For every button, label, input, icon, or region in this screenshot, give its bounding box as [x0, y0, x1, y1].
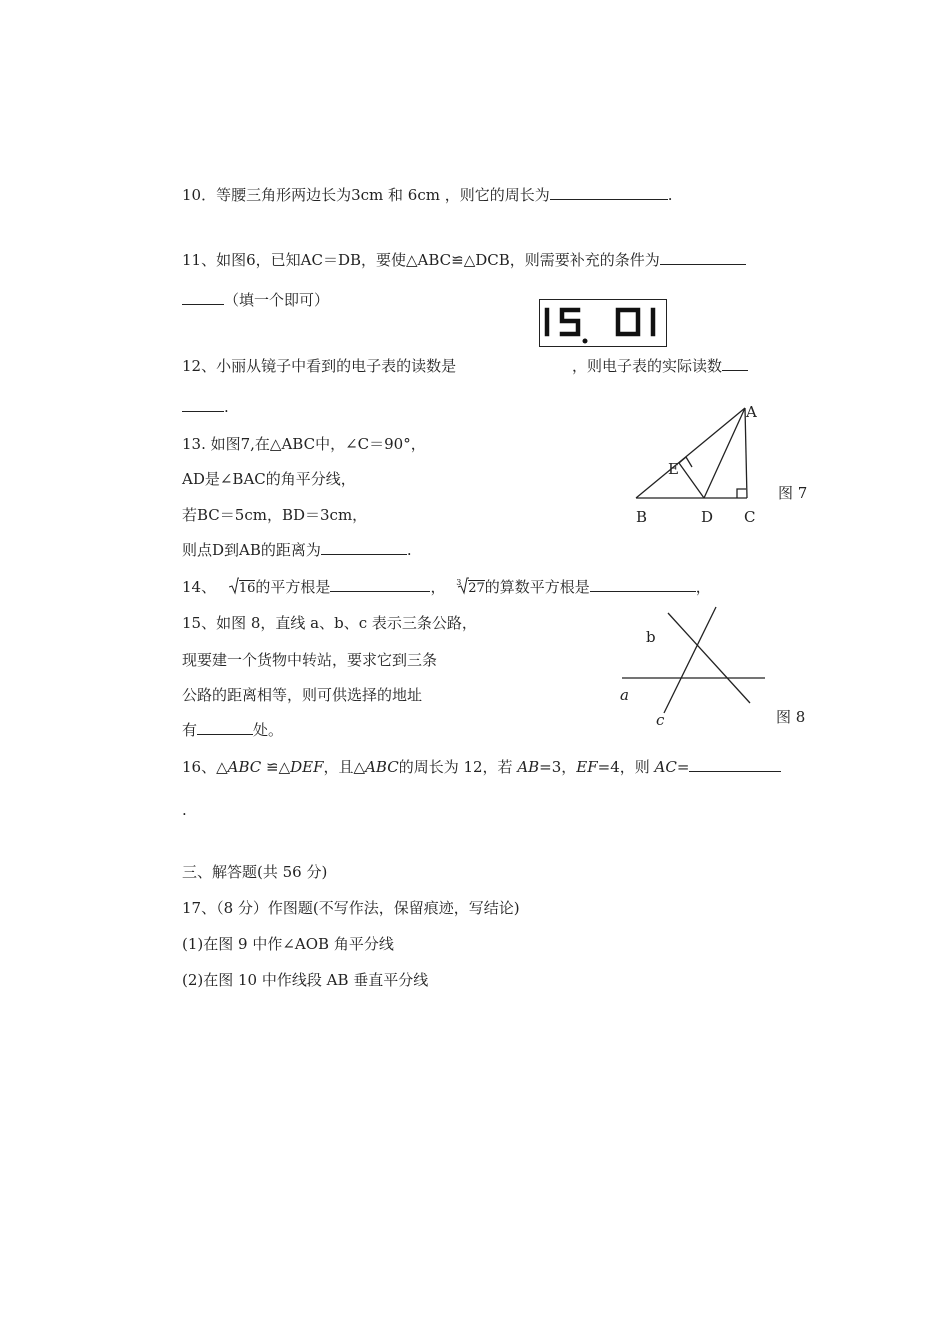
- radical-sign-icon: [457, 577, 469, 595]
- question-11-text: 11、如图6，已知AC＝DB，要使△ABC≌△DCB，则需要补充的条件为: [182, 251, 660, 269]
- question-17-title: 17、（8 分）作图题(不写作法，保留痕迹，写结论): [182, 899, 520, 917]
- question-11: [182, 250, 746, 270]
- figure-8-caption: 图 8: [776, 708, 806, 726]
- clock-digits-graphic: [540, 300, 665, 345]
- point-c-label: C: [744, 508, 756, 526]
- question-15-line1: 15、如图 8，直线 a、b、c 表示三条公路，: [182, 614, 477, 632]
- question-12: [182, 356, 456, 376]
- question-13-line4: 则点D到AB的距离为 .: [182, 541, 412, 559]
- line-c-label: c: [656, 711, 665, 729]
- answer-blank[interactable]: [590, 577, 696, 592]
- cbrt-27: 3 27: [456, 578, 485, 596]
- line-a-label: a: [620, 686, 629, 704]
- question-16-end: .: [182, 801, 187, 819]
- point-d-label: D: [701, 508, 714, 526]
- question-14: 14、 16的平方根是 ， 3 27的算数平方根是 ，: [182, 577, 711, 599]
- question-11-note: （填一个即可）: [224, 291, 330, 309]
- question-10: 10．等腰三角形两边长为3cm 和 6cm ，则它的周长为 .: [182, 186, 673, 204]
- question-15-line2: 现要建一个货物中转站，要求它到三条: [182, 651, 438, 669]
- section-3-title: 三、解答题(共 56 分): [182, 863, 328, 881]
- question-15-line3: 公路的距离相等，则可供选择的地址: [182, 686, 423, 704]
- question-17-part2: (2)在图 10 中作线段 AB 垂直平分线: [182, 971, 429, 989]
- answer-blank[interactable]: [689, 757, 781, 772]
- answer-blank[interactable]: [330, 577, 430, 592]
- question-12-text: 12、小丽从镜子中看到的电子表的读数是: [182, 357, 457, 375]
- line-b-label: b: [646, 628, 656, 646]
- question-16: 16、△ABC ≌△DEF，且△ABC的周长为 12，若 AB=3，EF=4，则 AC=: [182, 757, 781, 777]
- question-13-line3: 若BC＝5cm，BD＝3cm，: [182, 506, 368, 524]
- question-11-cont: [182, 290, 329, 310]
- figure-8-lines: [610, 605, 780, 735]
- question-13-line1: 13. 如图7,在△ABC中，∠C＝90°，: [182, 435, 426, 453]
- question-17-part1: (1)在图 9 中作∠AOB 角平分线: [182, 935, 394, 953]
- answer-blank[interactable]: [550, 185, 668, 200]
- point-e-label: E: [668, 460, 679, 478]
- question-13-line2: AD是∠BAC的角平分线，: [182, 470, 356, 488]
- sqrt-16: 16: [229, 577, 256, 599]
- question-15-line4: 有 处。: [182, 721, 284, 739]
- point-b-label: B: [636, 508, 648, 526]
- answer-blank[interactable]: [182, 397, 224, 412]
- digital-clock-display: [539, 299, 667, 347]
- radical-sign-icon: [229, 577, 239, 595]
- question-12-mid: ，则电子表的实际读数: [572, 356, 748, 376]
- question-10-text: 10．等腰三角形两边长为3cm 和 6cm ，则它的周长为: [182, 186, 550, 204]
- question-12-cont: .: [182, 397, 229, 417]
- answer-blank[interactable]: [197, 720, 253, 735]
- figure-7-caption: 图 7: [778, 484, 808, 502]
- answer-blank[interactable]: [660, 250, 746, 265]
- answer-blank[interactable]: [722, 356, 748, 371]
- answer-blank[interactable]: [182, 290, 224, 305]
- answer-blank[interactable]: [321, 540, 407, 555]
- point-a-label: A: [746, 403, 757, 421]
